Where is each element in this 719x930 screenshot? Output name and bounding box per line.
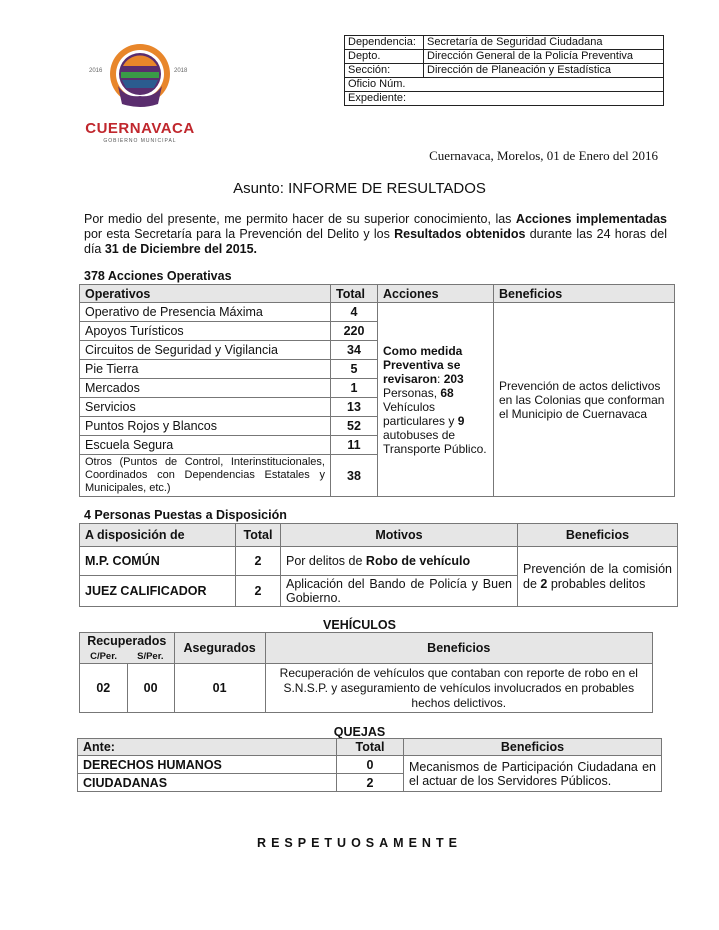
table-row [80, 547, 678, 576]
cuernavaca-logo [84, 40, 196, 150]
table-row [80, 303, 675, 322]
col-header: Total [337, 739, 404, 756]
row-motivo [281, 547, 518, 576]
row-total: 4 [331, 303, 378, 322]
motivo-text: Por delitos de [286, 554, 366, 568]
info-label: Expediente: [345, 92, 664, 106]
row-motivo: Aplicación del Bando de Policía y Buen Gobierno. [281, 576, 518, 607]
acciones-bold: Como medida Preventiva se revisaron [383, 343, 463, 386]
beneficios-cell [518, 547, 678, 607]
row-name: Escuela Segura [80, 436, 331, 455]
row-total: 38 [331, 455, 378, 497]
intro-bold: Resultados obtenidos [394, 227, 526, 241]
row-cper: 02 [80, 664, 128, 713]
col-header: Asegurados [174, 633, 265, 664]
col-header: Beneficios [494, 285, 675, 303]
section-title-acciones: 378 Acciones Operativas [84, 269, 232, 283]
row-name: Puntos Rojos y Blancos [80, 417, 331, 436]
sun-hands-emblem-icon [84, 40, 196, 120]
acciones-text: Personas, [383, 385, 441, 400]
logo-year-left: 2016 [89, 68, 103, 74]
motivo-bold: Robo de vehículo [365, 554, 471, 568]
closing-salutation: RESPETUOSAMENTE [257, 836, 462, 850]
table-header-row [80, 633, 653, 650]
subject-heading: Asunto: INFORME DE RESULTADOS [233, 180, 486, 197]
info-row-seccion [345, 64, 664, 78]
row-name: Operativo de Presencia Máxima [80, 303, 331, 322]
table-row [78, 756, 662, 774]
acciones-cell [378, 303, 494, 497]
row-beneficios: Recuperación de vehículos que contaban con reporte de robo en el S.N.S.P. y aseguramiento de vehículos involucrados en probables hechos delictivos. [265, 664, 652, 713]
table-header-row [80, 285, 675, 303]
row-total: 34 [331, 341, 378, 360]
row-name: Mercados [80, 379, 331, 398]
row-asegurados: 01 [174, 664, 265, 713]
info-value: Dirección General de la Policía Preventiva [424, 50, 664, 64]
acciones-text: autobuses de Transporte Público. [383, 427, 487, 456]
col-header: Total [331, 285, 378, 303]
info-label: Depto. [345, 50, 424, 64]
col-header: Total [236, 524, 281, 547]
row-name: JUEZ CALIFICADOR [80, 576, 236, 607]
row-name: Servicios [80, 398, 331, 417]
acciones-bold: 9 [457, 413, 465, 428]
row-total: 11 [331, 436, 378, 455]
row-total: 2 [337, 774, 404, 792]
row-total: 1 [331, 379, 378, 398]
row-name: DERECHOS HUMANOS [78, 756, 337, 774]
disposicion-table [79, 523, 678, 607]
section-title-disposicion: 4 Personas Puestas a Disposición [84, 508, 287, 522]
acciones-text: Vehículos particulares y [383, 399, 458, 428]
row-total: 0 [337, 756, 404, 774]
col-subheader: C/Per. [80, 649, 128, 664]
acciones-table [79, 284, 675, 497]
intro-text: Por medio del presente, me permito hacer de su superior conocimiento, las [84, 212, 516, 226]
vehiculos-table [79, 632, 653, 713]
beneficio-text: Prevención de la comisión de [523, 561, 672, 591]
col-header: Motivos [281, 524, 518, 547]
info-value: Dirección de Planeación y Estadística [424, 64, 664, 78]
row-total: 2 [236, 547, 281, 576]
document-info-box [344, 35, 664, 106]
col-header: Beneficios [518, 524, 678, 547]
beneficio-text: probables delitos [547, 576, 646, 591]
acciones-text: : [437, 371, 444, 386]
row-name: Pie Tierra [80, 360, 331, 379]
row-name: Otros (Puntos de Control, Interinstitucionales, Coordinados con Dependencias Estatales y Municipales, etc.) [80, 455, 331, 497]
row-total: 13 [331, 398, 378, 417]
info-value: Secretaría de Seguridad Ciudadana [424, 36, 664, 50]
beneficio-bold: 2 [540, 576, 548, 591]
acciones-bold: 203 [443, 371, 464, 386]
date-line: Cuernavaca, Morelos, 01 de Enero del 2016 [429, 148, 658, 163]
logo-name: CUERNAVACA [85, 120, 195, 137]
intro-paragraph [84, 212, 667, 257]
row-name: M.P. COMÚN [80, 547, 236, 576]
intro-text: durante las 24 horas del día [84, 227, 667, 256]
table-row [80, 664, 653, 713]
col-header: Ante: [78, 739, 337, 756]
info-label: Oficio Núm. [345, 78, 664, 92]
section-title-vehiculos: VEHÍCULOS [323, 618, 396, 632]
row-sper: 00 [127, 664, 174, 713]
beneficios-cell: Prevención de actos delictivos en las Colonias que conforman el Municipio de Cuernavaca [494, 303, 675, 497]
col-subheader: S/Per. [127, 649, 174, 664]
row-total: 2 [236, 576, 281, 607]
info-row-expediente [345, 92, 664, 106]
col-header: Recuperados [80, 633, 175, 650]
table-header-row [78, 739, 662, 756]
logo-subtitle: GOBIERNO MUNICIPAL [103, 138, 177, 144]
intro-bold: 31 de Diciembre del 2015. [104, 242, 258, 256]
acciones-bold: 68 [440, 385, 454, 400]
intro-text: por esta Secretaría para la Prevención del Delito y los [84, 227, 395, 241]
col-header: Acciones [378, 285, 494, 303]
row-name: CIUDADANAS [78, 774, 337, 792]
col-header: A disposición de [80, 524, 236, 547]
beneficios-cell: Mecanismos de Participación Ciudadana en el actuar de los Servidores Públicos. [404, 756, 662, 792]
col-header: Beneficios [404, 739, 662, 756]
info-row-dependencia [345, 36, 664, 50]
row-total: 52 [331, 417, 378, 436]
info-row-oficio [345, 78, 664, 92]
row-total: 220 [331, 322, 378, 341]
info-label: Sección: [345, 64, 424, 78]
section-title-quejas: QUEJAS [333, 725, 386, 739]
info-label: Dependencia: [345, 36, 424, 50]
logo-year-right: 2018 [174, 68, 188, 74]
col-header: Operativos [80, 285, 331, 303]
table-header-row [80, 524, 678, 547]
row-total: 5 [331, 360, 378, 379]
quejas-table [77, 738, 662, 792]
col-header: Beneficios [265, 633, 652, 664]
row-name: Apoyos Turísticos [80, 322, 331, 341]
row-name: Circuitos de Seguridad y Vigilancia [80, 341, 331, 360]
info-row-depto [345, 50, 664, 64]
intro-bold: Acciones implementadas [515, 212, 667, 226]
